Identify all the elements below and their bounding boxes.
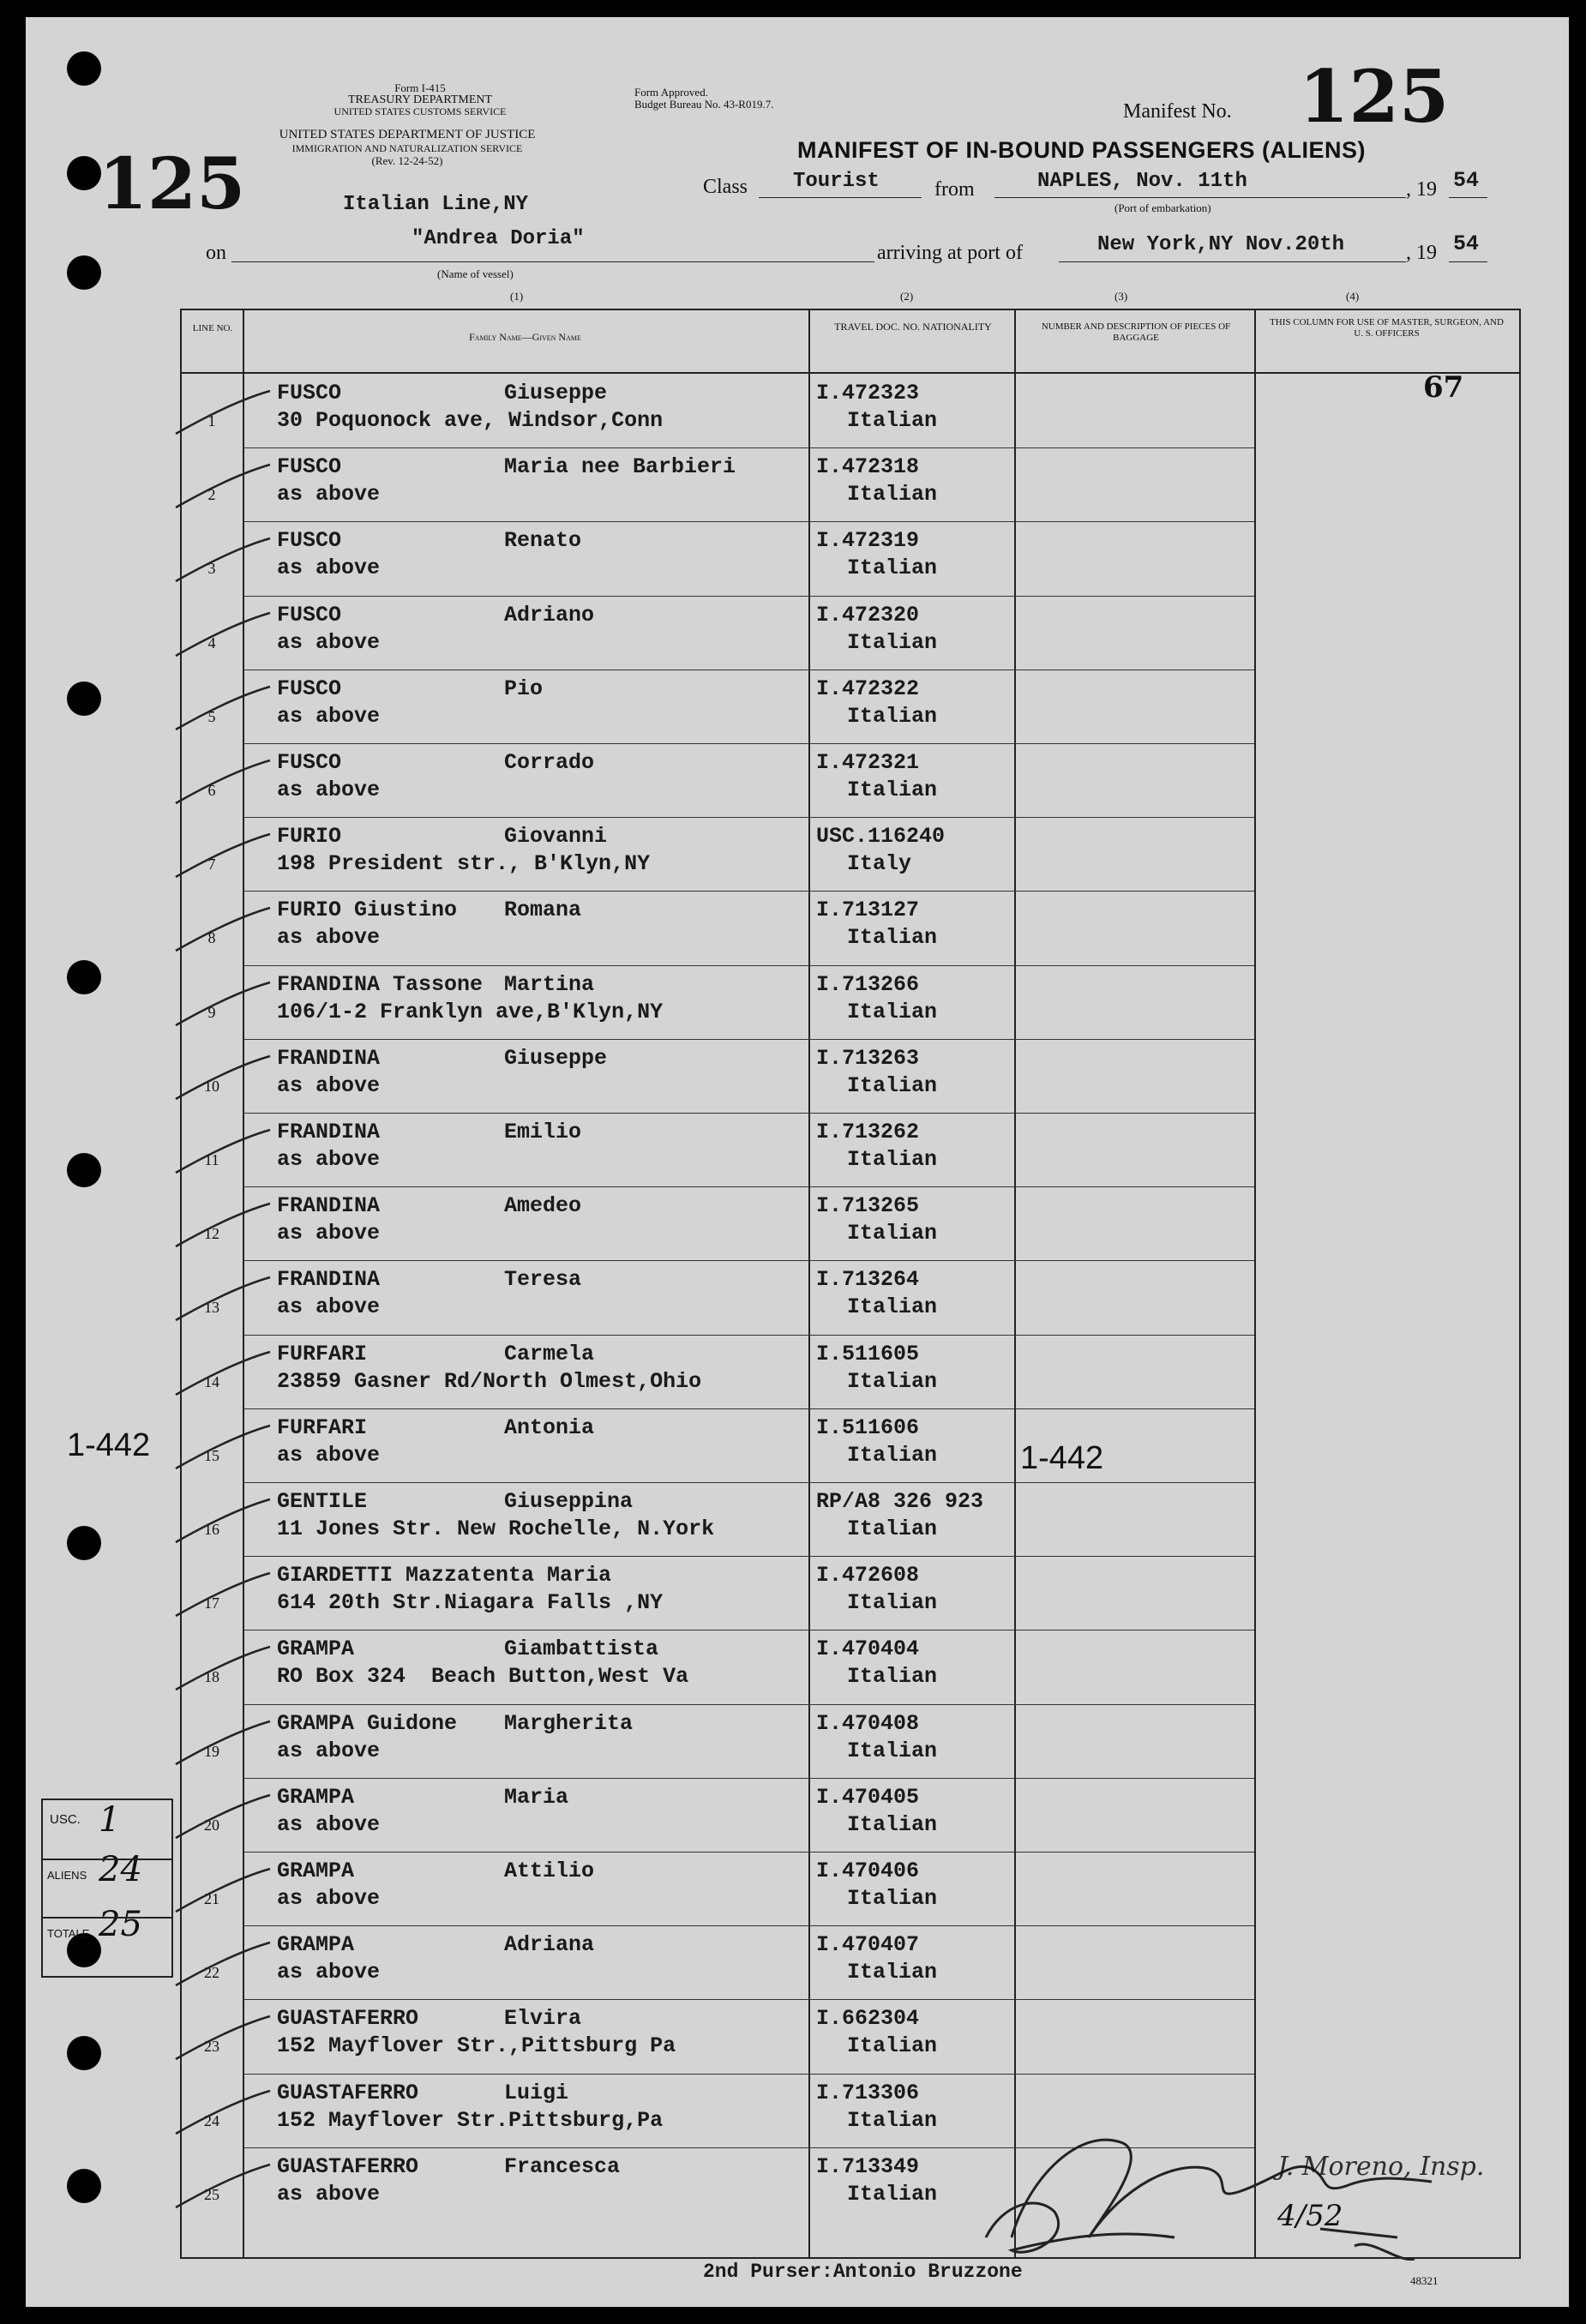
arriving-port: New York,NY Nov.20th xyxy=(1097,233,1345,256)
col-number-1: (1) xyxy=(510,290,524,303)
family-name: FURFARI xyxy=(277,1414,368,1440)
given-name: Amedeo xyxy=(504,1193,582,1219)
punch-hole xyxy=(67,2169,101,2203)
nationality: Italian xyxy=(847,1147,938,1172)
given-name: Teresa xyxy=(504,1267,582,1293)
family-name: FRANDINA xyxy=(277,1193,381,1219)
manifest-number: 125 xyxy=(1299,54,1450,139)
address-line: 30 Poquonock ave, Windsor,Conn xyxy=(277,408,664,433)
total-value: 25 xyxy=(99,1905,142,1944)
form-code: 48321 xyxy=(1410,2274,1439,2287)
address-line: 23859 Gasner Rd/North Olmest,Ohio xyxy=(277,1368,702,1394)
line-number: 13 xyxy=(204,1299,219,1317)
given-name: Emilio xyxy=(504,1120,582,1144)
check-mark xyxy=(171,387,274,438)
vessel-name: "Andrea Doria" xyxy=(412,227,585,250)
address-line: 11 Jones Str. New Rochelle, N.York xyxy=(277,1516,715,1541)
given-name: Antonia xyxy=(504,1414,595,1440)
stamp-number: 125 xyxy=(99,143,246,225)
check-mark xyxy=(171,1273,274,1324)
class-label: Class xyxy=(703,176,748,198)
travel-doc-number: I.713263 xyxy=(816,1045,920,1071)
address-line: RO Box 324 Beach Button,West Va xyxy=(277,1664,689,1690)
travel-doc-number: I.472320 xyxy=(816,602,920,628)
given-name: Corrado xyxy=(504,750,595,775)
check-mark xyxy=(171,2160,274,2212)
check-mark xyxy=(171,1938,274,1990)
treasury-department: TREASURY DEPARTMENT xyxy=(347,93,493,106)
check-mark xyxy=(171,534,274,586)
on-label: on xyxy=(206,242,226,264)
family-name: FUSCO xyxy=(277,676,342,701)
given-name: Pio xyxy=(504,676,544,701)
manifest-sheet xyxy=(26,17,1569,2307)
manifest-title: MANIFEST OF IN-BOUND PASSENGERS (ALIENS) xyxy=(797,137,1367,163)
manifest-label: Manifest No. xyxy=(1123,100,1232,123)
family-name: GUASTAFERRO xyxy=(277,2080,419,2105)
travel-doc-number: I.713127 xyxy=(816,898,920,923)
family-name: GRAMPA xyxy=(277,1784,355,1810)
check-mark xyxy=(171,1126,274,1177)
inspector-signature xyxy=(952,2109,1500,2280)
nationality: Italian xyxy=(847,629,938,655)
nationality: Italian xyxy=(847,2033,938,2059)
family-name: GUASTAFERRO xyxy=(277,2006,419,2032)
family-name: GUASTAFERRO xyxy=(277,2153,419,2179)
address-line: as above xyxy=(277,1147,381,1172)
line-number: 5 xyxy=(207,707,216,725)
nationality: Italian xyxy=(847,1590,938,1616)
nationality: Italian xyxy=(847,1368,938,1394)
address-line: as above xyxy=(277,703,381,729)
nationality: Italian xyxy=(847,999,938,1024)
nationality: Italian xyxy=(847,555,938,581)
travel-doc-number: I.472318 xyxy=(816,454,920,480)
address-line: as above xyxy=(277,1294,381,1320)
travel-doc-number: I.713262 xyxy=(816,1120,920,1144)
left-margin-code: 1-442 xyxy=(67,1427,151,1463)
given-name: Giuseppe xyxy=(504,1045,608,1071)
line-number: 7 xyxy=(207,856,216,874)
family-name: FUSCO xyxy=(277,602,342,628)
line-number: 10 xyxy=(204,1077,219,1095)
travel-doc-number: RP/A8 326 923 xyxy=(816,1489,984,1514)
given-name: Francesca xyxy=(504,2153,621,2179)
family-name: FUSCO xyxy=(277,381,342,405)
line-number: 21 xyxy=(204,1890,219,1907)
travel-doc-number: I.472321 xyxy=(816,750,920,775)
nationality: Italian xyxy=(847,1221,938,1246)
punch-hole xyxy=(67,156,101,190)
totals-box xyxy=(41,1799,173,1978)
check-mark xyxy=(171,1495,274,1546)
line-number: 20 xyxy=(204,1816,219,1834)
family-name: FURIO Giustino xyxy=(277,898,458,923)
line-number: 1 xyxy=(207,412,216,429)
nationality: Italian xyxy=(847,1442,938,1468)
purser-signature: 2nd Purser:Antonio Bruzzone xyxy=(703,2261,1023,2283)
travel-doc-number: I.713264 xyxy=(816,1267,920,1293)
ins-label: IMMIGRATION AND NATURALIZATION SERVICE xyxy=(291,142,523,154)
col-number-4: (4) xyxy=(1346,290,1360,303)
given-name: Giuseppe xyxy=(504,381,608,405)
nationality: Italian xyxy=(847,1664,938,1690)
punch-hole xyxy=(67,960,101,994)
nationality: Italian xyxy=(847,1072,938,1098)
line-number: 24 xyxy=(204,2111,219,2129)
punch-hole xyxy=(67,1526,101,1560)
address-line: 106/1-2 Franklyn ave,B'Klyn,NY xyxy=(277,999,664,1024)
family-name: FURFARI xyxy=(277,1341,368,1366)
nationality: Italian xyxy=(847,1294,938,1320)
check-mark xyxy=(171,978,274,1030)
check-mark xyxy=(171,1717,274,1769)
given-name: Romana xyxy=(504,898,582,923)
address-line: as above xyxy=(277,925,381,951)
travel-doc-number: I.662304 xyxy=(816,2006,920,2032)
family-name: GRAMPA xyxy=(277,1932,355,1958)
check-mark xyxy=(171,609,274,660)
travel-doc-number: I.472323 xyxy=(816,381,920,405)
travel-doc-number: I.713349 xyxy=(816,2153,920,2179)
check-mark xyxy=(171,1791,274,1842)
nationality: Italian xyxy=(847,1738,938,1763)
revision-date: (Rev. 12-24-52) xyxy=(371,154,443,167)
shipping-line: Italian Line,NY xyxy=(343,193,529,216)
given-name: Adriana xyxy=(504,1932,595,1958)
line-number: 23 xyxy=(204,2038,219,2056)
check-mark xyxy=(171,2012,274,2063)
nationality: Italian xyxy=(847,2181,938,2207)
nationality: Italy xyxy=(847,851,912,877)
line-number: 8 xyxy=(207,929,216,947)
given-name: Martina xyxy=(504,971,595,997)
nationality: Italian xyxy=(847,1811,938,1837)
class-value: Tourist xyxy=(793,170,880,193)
line-number: 11 xyxy=(204,1151,219,1168)
family-name: FRANDINA xyxy=(277,1267,381,1293)
header-travel-doc: TRAVEL DOC. NO. NATIONALITY xyxy=(834,321,992,333)
check-mark xyxy=(171,1569,274,1620)
line-number: 2 xyxy=(207,486,216,504)
check-mark xyxy=(171,830,274,881)
given-name: Maria xyxy=(504,1784,569,1810)
check-mark xyxy=(171,2087,274,2138)
nationality: Italian xyxy=(847,1886,938,1911)
address-line: as above xyxy=(277,555,381,581)
address-line: as above xyxy=(277,1442,381,1468)
given-name: Carmela xyxy=(504,1341,595,1366)
family-name: GIARDETTI Mazzatenta Maria xyxy=(277,1563,612,1588)
form-number: Form I-415 xyxy=(394,81,446,94)
line-number: 22 xyxy=(204,1964,219,1982)
family-name: GRAMPA xyxy=(277,1859,355,1883)
nationality: Italian xyxy=(847,1516,938,1541)
nationality: Italian xyxy=(847,2107,938,2133)
line-number: 9 xyxy=(207,1003,216,1021)
family-name: GENTILE xyxy=(277,1489,368,1514)
aliens-label: ALIENS xyxy=(47,1869,87,1882)
given-name: Adriano xyxy=(504,602,595,628)
address-line: as above xyxy=(277,1960,381,1985)
check-mark xyxy=(171,1865,274,1916)
line-number: 12 xyxy=(204,1225,219,1243)
address-line: 152 Mayflover Str.,Pittsburg Pa xyxy=(277,2033,676,2059)
travel-doc-number: I.713265 xyxy=(816,1193,920,1219)
check-mark xyxy=(171,756,274,808)
usc-value: 1 xyxy=(99,1800,121,1840)
nationality: Italian xyxy=(847,703,938,729)
family-name: GRAMPA xyxy=(277,1636,355,1662)
header-family-given-name: Family Name—Given Name xyxy=(469,331,581,343)
usc-label: USC. xyxy=(50,1812,81,1827)
punch-hole xyxy=(67,1153,101,1187)
line-number: 14 xyxy=(204,1372,219,1390)
address-line: 152 Mayflover Str.Pittsburg,Pa xyxy=(277,2107,664,2133)
year-prefix-2: , 19 xyxy=(1406,242,1437,264)
year-1: 54 xyxy=(1453,168,1480,193)
address-line: as above xyxy=(277,482,381,507)
col-number-3: (3) xyxy=(1114,290,1128,303)
travel-doc-number: I.470406 xyxy=(816,1859,920,1883)
punch-hole xyxy=(67,255,101,290)
vessel-caption: (Name of vessel) xyxy=(437,267,514,280)
department-of-justice: UNITED STATES DEPARTMENT OF JUSTICE xyxy=(279,128,536,141)
travel-doc-number: USC.116240 xyxy=(816,824,946,850)
travel-doc-number: I.472608 xyxy=(816,1563,920,1588)
address-line: 614 20th Str.Niagara Falls ,NY xyxy=(277,1590,664,1616)
line-number: 16 xyxy=(204,1521,219,1538)
address-line: as above xyxy=(277,2181,381,2207)
nationality: Italian xyxy=(847,482,938,507)
port-of-embarkation-caption: (Port of embarkation) xyxy=(1114,201,1211,214)
header-officers-use: THIS COLUMN FOR USE OF MASTER, SURGEON, AND U. S. OFFICERS xyxy=(1270,317,1504,339)
family-name: FURIO xyxy=(277,824,342,850)
check-mark xyxy=(171,1052,274,1103)
family-name: FUSCO xyxy=(277,454,342,480)
line-number: 15 xyxy=(204,1446,219,1464)
given-name: Margherita xyxy=(504,1710,634,1736)
given-name: Renato xyxy=(504,528,582,554)
travel-doc-number: I.470404 xyxy=(816,1636,920,1662)
signature-text: J. Moreno, Insp. xyxy=(1277,2152,1485,2182)
given-name: Luigi xyxy=(504,2080,569,2105)
baggage-code: 1-442 xyxy=(1020,1440,1104,1476)
given-name: Elvira xyxy=(504,2006,582,2032)
check-mark xyxy=(171,1199,274,1251)
total-label: TOTALE xyxy=(47,1927,90,1940)
given-name: Attilio xyxy=(504,1859,595,1883)
check-mark xyxy=(171,1421,274,1473)
budget-bureau: Budget Bureau No. 43-R019.7. xyxy=(634,98,774,111)
travel-doc-number: I.511605 xyxy=(816,1341,920,1366)
travel-doc-number: I.472322 xyxy=(816,676,920,701)
check-mark xyxy=(171,460,274,512)
address-line: as above xyxy=(277,1811,381,1837)
address-line: as above xyxy=(277,1072,381,1098)
address-line: as above xyxy=(277,1886,381,1911)
punch-hole xyxy=(67,682,101,716)
nationality: Italian xyxy=(847,778,938,802)
customs-service: UNITED STATES CUSTOMS SERVICE xyxy=(333,105,507,117)
travel-doc-number: I.470405 xyxy=(816,1784,920,1810)
signature-date: 4/52 xyxy=(1277,2199,1343,2233)
from-label: from xyxy=(934,178,975,201)
given-name: Giambattista xyxy=(504,1636,659,1662)
line-number: 19 xyxy=(204,1742,219,1760)
family-name: FRANDINA xyxy=(277,1120,381,1144)
year-2: 54 xyxy=(1453,231,1480,256)
line-number: 18 xyxy=(204,1668,219,1686)
travel-doc-number: I.713306 xyxy=(816,2080,920,2105)
family-name: FRANDINA xyxy=(277,1045,381,1071)
line-number: 25 xyxy=(204,2185,219,2203)
address-line: as above xyxy=(277,629,381,655)
check-mark xyxy=(171,1348,274,1399)
from-value: NAPLES, Nov. 11th xyxy=(1037,170,1247,193)
punch-hole xyxy=(67,2036,101,2070)
aliens-value: 24 xyxy=(99,1850,142,1889)
line-number: 17 xyxy=(204,1594,219,1612)
travel-doc-number: I.472319 xyxy=(816,528,920,554)
line-number: 6 xyxy=(207,782,216,799)
address-line: as above xyxy=(277,778,381,802)
header-line-no: LINE NO. xyxy=(192,323,233,333)
travel-doc-number: I.470408 xyxy=(816,1710,920,1736)
family-name: FUSCO xyxy=(277,750,342,775)
nationality: Italian xyxy=(847,1960,938,1985)
given-name: Maria nee Barbieri xyxy=(504,454,736,480)
travel-doc-number: I.470407 xyxy=(816,1932,920,1958)
check-mark xyxy=(171,1642,274,1694)
year-prefix-1: , 19 xyxy=(1406,178,1437,201)
address-line: as above xyxy=(277,1738,381,1763)
nationality: Italian xyxy=(847,925,938,951)
given-name: Giovanni xyxy=(504,824,608,850)
line-number: 4 xyxy=(207,634,216,652)
travel-doc-number: I.713266 xyxy=(816,971,920,997)
punch-hole xyxy=(67,51,101,86)
family-name: FUSCO xyxy=(277,528,342,554)
nationality: Italian xyxy=(847,408,938,433)
travel-doc-number: I.511606 xyxy=(816,1414,920,1440)
form-approved: Form Approved. xyxy=(634,86,708,99)
address-line: 198 President str., B'Klyn,NY xyxy=(277,851,651,877)
given-name: Giuseppina xyxy=(504,1489,634,1514)
arriving-label: arriving at port of xyxy=(877,242,1023,264)
col-number-2: (2) xyxy=(900,290,914,303)
check-mark xyxy=(171,904,274,955)
check-mark xyxy=(171,682,274,734)
line-number: 3 xyxy=(207,560,216,578)
family-name: GRAMPA Guidone xyxy=(277,1710,458,1736)
address-line: as above xyxy=(277,1221,381,1246)
header-baggage: NUMBER AND DESCRIPTION OF PIECES OF BAGGAGE xyxy=(1041,321,1231,343)
family-name: FRANDINA Tassone xyxy=(277,971,484,997)
officers-note: 67 xyxy=(1423,370,1464,405)
